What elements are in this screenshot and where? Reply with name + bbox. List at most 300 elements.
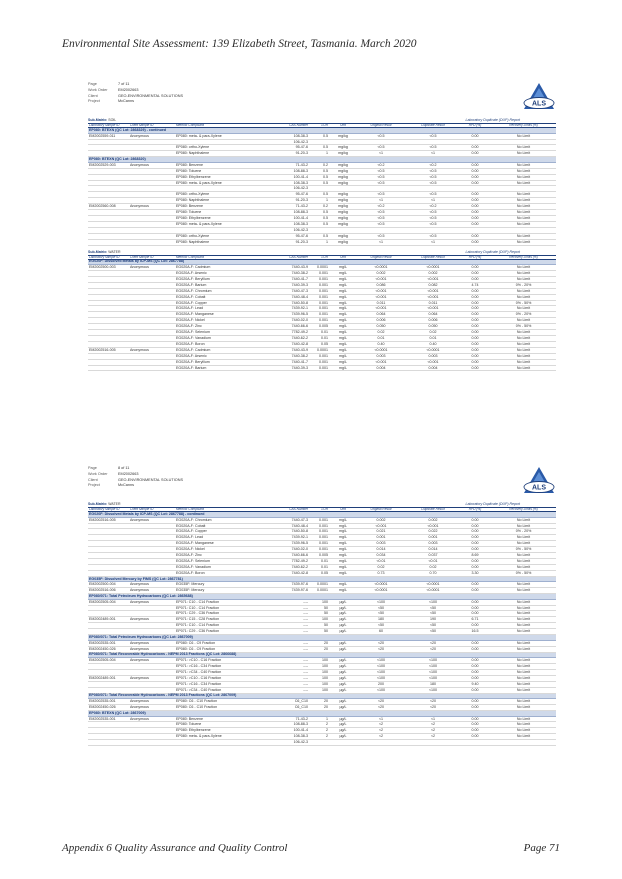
- meta-row: [88, 99, 556, 105]
- table-cell: EM2002500-004: [89, 582, 116, 587]
- table-cell: 7440-38-2: [291, 353, 308, 358]
- table-cell: <100: [376, 669, 386, 674]
- table-cell: <0.01: [376, 558, 386, 563]
- table-cell: 0.021: [376, 529, 386, 534]
- table-cell: µg/L: [339, 623, 347, 628]
- table-cell: 8.69: [471, 553, 479, 558]
- table-cell: EM2002559-011: [89, 133, 116, 138]
- table-cell: EM2002450-026: [89, 705, 116, 710]
- table-cell: EM2002450-026: [89, 646, 116, 651]
- table-cell: 7440-62-2: [291, 335, 308, 340]
- table-cell: <100: [428, 658, 438, 663]
- table-cell: <1: [378, 198, 384, 203]
- column-header: Client sample ID: [130, 254, 154, 259]
- table-cell: mg/L: [339, 341, 347, 346]
- table-cell: Anonymous: [130, 588, 149, 593]
- table-cell: 0.00: [471, 151, 479, 156]
- table-cell: ----: [303, 675, 308, 680]
- table-cell: No Limit: [516, 347, 531, 352]
- table-cell: 0.5: [323, 210, 328, 215]
- table-cell: <50: [377, 623, 385, 628]
- table-cell: 0.00: [471, 547, 479, 552]
- table-cell: <20: [377, 699, 385, 704]
- table-cell: 0% - 20%: [515, 282, 532, 287]
- table-cell: No Limit: [516, 617, 531, 622]
- meta-value: GEO-ENVIRONMENTAL SOLUTIONS: [118, 477, 183, 482]
- table-cell: 0.00: [471, 664, 479, 668]
- table-cell: mg/L: [339, 588, 347, 593]
- table-cell: <1: [430, 239, 436, 244]
- table-cell: µg/L: [339, 629, 347, 634]
- table-cell: 0.00: [471, 288, 479, 293]
- table-cell: No Limit: [516, 294, 531, 299]
- table-cell: mg/L: [339, 558, 347, 563]
- table-cell: 3.30: [471, 570, 479, 575]
- table-cell: 0.00: [471, 347, 479, 352]
- table-cell: 0.00: [471, 658, 479, 663]
- table-cell: EG020A-F: Copper: [176, 300, 207, 305]
- column-header: RPD (%): [468, 123, 482, 128]
- table-cell: 7440-48-4: [291, 294, 308, 299]
- table-cell: 9.40: [471, 681, 479, 686]
- table-cell: <0.001: [375, 306, 387, 311]
- table-cell: EP080: C6 - C9 Fraction: [176, 646, 216, 651]
- table-cell: EP080: Naphthalene: [176, 198, 210, 203]
- table-cell: mg/kg: [338, 198, 348, 203]
- table-cell: 1: [326, 239, 328, 244]
- table-cell: EP071: >C16 - C34 Fraction: [176, 681, 222, 686]
- column-header: Unit: [340, 507, 346, 512]
- table-cell: No Limit: [516, 523, 531, 528]
- table-cell: <0.2: [377, 162, 385, 167]
- table-cell: No Limit: [516, 288, 531, 293]
- table-cell: 0.00: [471, 318, 479, 323]
- table-cell: EM2002505-004: [89, 658, 116, 663]
- table-cell: EP080: ortho-Xylene: [176, 192, 210, 197]
- report-title: Laboratory Duplicate (DUP) Report: [465, 118, 520, 122]
- table-cell: No Limit: [516, 145, 531, 150]
- table-cell: µg/L: [339, 722, 347, 727]
- table-cell: 0.05: [321, 341, 328, 346]
- table-cell: <2: [430, 722, 436, 727]
- table-cell: No Limit: [516, 353, 531, 358]
- table-cell: 0.00: [471, 687, 479, 692]
- table-cell: EP080: Ethylbenzene: [176, 215, 211, 220]
- table-cell: 7440-41-7: [291, 276, 308, 281]
- table-cell: mg/L: [339, 347, 347, 352]
- table-cell: EP080: Naphthalene: [176, 239, 210, 244]
- table-cell: 0.001: [319, 288, 328, 293]
- table-cell: 0.0001: [317, 265, 328, 270]
- table-cell: 100: [322, 687, 328, 692]
- qc-section-title: EG035F: Dissolved Mercury by FIMS (QC Lot: 2867781): [88, 577, 556, 583]
- table-cell: <0.001: [427, 523, 439, 528]
- table-cell: EP080: ortho-Xylene: [176, 233, 210, 238]
- table-cell: 2: [326, 728, 328, 733]
- table-cell: <0.5: [429, 210, 437, 215]
- table-cell: 7440-39-3: [291, 282, 308, 287]
- table-cell: <1: [430, 151, 436, 156]
- table-cell: 200: [378, 681, 384, 686]
- table-cell: No Limit: [516, 330, 531, 335]
- column-header: LOR: [321, 254, 328, 259]
- table-cell: 0.034: [376, 553, 386, 558]
- table-cell: No Limit: [516, 588, 531, 593]
- column-header: Unit: [340, 254, 346, 259]
- table-cell: EG020A-F: Manganese: [176, 541, 214, 546]
- table-cell: <0.5: [377, 221, 385, 226]
- table-cell: EP080: Toluene: [176, 168, 202, 173]
- table-cell: 0.00: [471, 529, 479, 534]
- table-cell: EG020A-F: Cobalt: [176, 294, 206, 299]
- table-cell: 100: [322, 681, 328, 686]
- report-title: Laboratory Duplicate (DUP) Report: [465, 249, 520, 254]
- table-cell: No Limit: [516, 535, 531, 540]
- table-cell: 7440-47-3: [291, 288, 308, 293]
- table-cell: EP071: C10 - C14 Fraction: [176, 623, 220, 628]
- table-cell: 0% - 50%: [515, 570, 532, 575]
- table-cell: mg/L: [339, 271, 347, 275]
- table-cell: 50: [324, 629, 328, 634]
- table-cell: <20: [429, 646, 437, 651]
- table-cell: EP080: Ethylbenzene: [176, 728, 211, 733]
- table-cell: 0.0001: [317, 588, 328, 593]
- table-cell: mg/L: [339, 312, 347, 317]
- table-cell: Anonymous: [130, 204, 149, 209]
- table-cell: 0.00: [471, 276, 479, 281]
- table-cell: <0.001: [427, 276, 439, 281]
- table-cell: mg/kg: [338, 162, 348, 167]
- table-cell: <100: [428, 599, 438, 604]
- table-cell: No Limit: [516, 359, 531, 364]
- table-cell: 0.00: [471, 324, 479, 329]
- table-cell: 0.5: [323, 215, 328, 220]
- table-cell: 100: [322, 664, 328, 668]
- table-cell: <0.2: [429, 162, 437, 167]
- table-cell: mg/L: [339, 306, 347, 311]
- als-logo-text: ALS: [532, 100, 546, 108]
- table-cell: mg/L: [339, 294, 347, 299]
- table-cell: <0.0001: [426, 347, 440, 352]
- table-cell: 0.00: [471, 300, 479, 305]
- table-cell: µg/L: [339, 699, 347, 704]
- meta-value: EM2002663: [118, 471, 139, 476]
- table-cell: 7440-38-2: [291, 271, 308, 275]
- table-cell: 0.005: [319, 324, 328, 329]
- table-cell: 0.00: [471, 722, 479, 727]
- column-header: Client sample ID: [130, 123, 154, 128]
- table-cell: mg/kg: [338, 174, 348, 179]
- table-cell: EP071: >C34 - C40 Fraction: [176, 669, 222, 674]
- table-cell: mg/L: [339, 517, 347, 522]
- table-cell: mg/L: [339, 541, 347, 546]
- table-cell: 0.001: [319, 318, 328, 323]
- table-cell: mg/L: [339, 582, 347, 587]
- table-cell: 0.082: [428, 282, 438, 287]
- table-cell: 0.00: [471, 582, 479, 587]
- table-cell: 1: [326, 151, 328, 156]
- table-cell: <0.01: [428, 558, 438, 563]
- table-cell: mg/L: [339, 564, 347, 569]
- table-cell: <2: [430, 734, 436, 739]
- table-cell: 0.014: [376, 547, 386, 552]
- table-cell: No Limit: [516, 734, 531, 739]
- table-cell: <100: [428, 664, 438, 668]
- table-cell: EG020A-F: Manganese: [176, 312, 214, 317]
- table-cell: 7440-66-6: [291, 553, 308, 558]
- report-title: Laboratory Duplicate (DUP) Report: [465, 502, 520, 506]
- table-cell: No Limit: [516, 133, 531, 138]
- table-cell: 0.00: [471, 716, 479, 721]
- table-cell: 0.00: [471, 728, 479, 733]
- column-header: LOR: [321, 123, 328, 128]
- table-cell: Anonymous: [130, 582, 149, 587]
- table-cell: 0% - 50%: [515, 324, 532, 329]
- table-cell: EM2002560-008: [89, 204, 116, 209]
- table-cell: Anonymous: [130, 517, 149, 522]
- table-cell: <0.5: [429, 133, 437, 138]
- table-cell: EG020A-F: Lead: [176, 535, 203, 540]
- table-cell: 0.004: [376, 365, 386, 370]
- table-cell: <50: [377, 605, 385, 610]
- table-cell: <100: [428, 669, 438, 674]
- table-cell: <0.5: [377, 174, 385, 179]
- table-cell: 100-41-4: [293, 174, 308, 179]
- table-cell: 7439-97-6: [291, 588, 308, 593]
- table-cell: 0.00: [471, 359, 479, 364]
- table-cell: EP071: C10 - C14 Fraction: [176, 605, 220, 610]
- table-cell: No Limit: [516, 215, 531, 220]
- column-header: Recovery Limits (%): [509, 123, 538, 128]
- table-cell: 0.001: [319, 547, 328, 552]
- table-cell: 0.001: [319, 359, 328, 364]
- table-cell: No Limit: [516, 728, 531, 733]
- table-cell: mg/kg: [338, 151, 348, 156]
- table-cell: mg/kg: [338, 180, 348, 185]
- table-cell: <1: [430, 716, 436, 721]
- column-header: Client sample ID: [130, 507, 154, 512]
- table-cell: mg/L: [339, 365, 347, 370]
- table-cell: 0.050: [376, 324, 386, 329]
- table-cell: mg/L: [339, 288, 347, 293]
- table-cell: <0.0001: [426, 265, 440, 270]
- table-cell: 0.001: [319, 365, 328, 370]
- table-cell: No Limit: [516, 335, 531, 340]
- table-cell: EG020A-F: Chromium: [176, 517, 212, 522]
- table-cell: <100: [376, 599, 386, 604]
- table-cell: 108-88-3: [293, 722, 308, 727]
- table-cell: 106-42-3: [293, 139, 308, 144]
- table-cell: 0.00: [471, 640, 479, 645]
- table-cell: 106-42-3: [293, 227, 308, 232]
- table-cell: 0.011: [428, 300, 438, 305]
- column-header: Recovery Limits (%): [509, 507, 538, 512]
- column-header: Method: Compound: [176, 123, 204, 128]
- table-cell: mg/L: [339, 553, 347, 558]
- table-cell: EP071: >C10 - C16 Fraction: [176, 658, 222, 663]
- table-cell: 95-47-6: [295, 145, 308, 150]
- table-cell: 7782-49-2: [291, 330, 308, 335]
- table-cell: mg/kg: [338, 221, 348, 226]
- table-cell: 71-43-2: [295, 162, 308, 167]
- table-cell: <50: [429, 623, 437, 628]
- table-cell: EP080: ortho-Xylene: [176, 145, 210, 150]
- table-cell: No Limit: [516, 599, 531, 604]
- meta-value: McCanns: [118, 99, 135, 104]
- table-cell: <50: [377, 611, 385, 616]
- table-cell: No Limit: [516, 341, 531, 346]
- column-header: Method: Compound: [176, 507, 204, 512]
- table-cell: 0.00: [471, 271, 479, 275]
- table-cell: 0.003: [376, 353, 386, 358]
- table-cell: EP080: Benzene: [176, 162, 203, 167]
- table-cell: EG020A-F: Boron: [176, 341, 205, 346]
- table-cell: 0.00: [471, 599, 479, 604]
- table-cell: 0.00: [471, 353, 479, 358]
- table-row: [88, 740, 556, 746]
- table-cell: EG020A-F: Nickel: [176, 318, 205, 323]
- table-cell: <0.001: [427, 306, 439, 311]
- table-cell: <1: [378, 151, 384, 156]
- table-cell: <0.001: [375, 523, 387, 528]
- table-cell: EG035F: Mercury: [176, 588, 205, 593]
- table-cell: EP071: C29 - C36 Fraction: [176, 629, 220, 634]
- table-cell: 0.00: [471, 588, 479, 593]
- meta-value: 7 of 11: [118, 82, 130, 87]
- table-cell: EG020A-F: Lead: [176, 306, 203, 311]
- table-cell: No Limit: [516, 623, 531, 628]
- table-cell: ----: [303, 629, 308, 634]
- table-cell: mg/kg: [338, 133, 348, 138]
- table-cell: µg/L: [339, 658, 347, 663]
- table-cell: 91-20-3: [295, 239, 308, 244]
- table-cell: EM2002535-001: [89, 699, 116, 704]
- table-cell: 7440-02-0: [291, 318, 308, 323]
- table-cell: EM2002516-006: [89, 588, 116, 593]
- meta-key: Work Order: [88, 87, 108, 92]
- column-header: Original Result: [370, 123, 392, 128]
- table-cell: 0% - 50%: [515, 300, 532, 305]
- table-cell: No Limit: [516, 198, 531, 203]
- table-cell: mg/L: [339, 300, 347, 305]
- table-cell: mg/L: [339, 265, 347, 270]
- table-cell: EG020A-F: Beryllium: [176, 276, 210, 281]
- table-cell: <0.5: [377, 215, 385, 220]
- table-cell: 0.086: [376, 282, 386, 287]
- table-cell: 108-38-3: [293, 734, 308, 739]
- table-cell: 7440-42-8: [291, 570, 308, 575]
- table-cell: <0.5: [429, 145, 437, 150]
- table-cell: No Limit: [516, 553, 531, 558]
- table-cell: 0.001: [319, 306, 328, 311]
- table-cell: µg/L: [339, 734, 347, 739]
- meta-key: Page: [88, 466, 97, 471]
- table-cell: µg/L: [339, 646, 347, 651]
- table-cell: 0.02: [377, 564, 385, 569]
- table-cell: EG020A-F: Beryllium: [176, 359, 210, 364]
- table-cell: 2: [326, 734, 328, 739]
- table-cell: EP080: Benzene: [176, 716, 203, 721]
- qc-section-title: EP080/071: Total Recoverable Hydrocarbons - NEPM 2013 Fractions (QC Lot: 2867009): [88, 694, 556, 700]
- table-cell: EP080: meta- & para-Xylene: [176, 180, 222, 185]
- table-cell: 0.005: [319, 553, 328, 558]
- table-cell: Anonymous: [130, 617, 149, 622]
- table-cell: No Limit: [516, 716, 531, 721]
- table-cell: <0.5: [377, 210, 385, 215]
- table-cell: 7440-43-9: [291, 265, 308, 270]
- table-cell: 0.003: [376, 541, 386, 546]
- table-cell: EP071: >C16 - C34 Fraction: [176, 664, 222, 668]
- qc-section-title: EP080/071: Total Petroleum Hydrocarbons (QC Lot: 2867009): [88, 635, 556, 641]
- table-cell: <20: [377, 646, 385, 651]
- table-cell: 0.01: [321, 330, 328, 335]
- submatrix-label: Sub-Matrix: WATER: [88, 249, 121, 254]
- table-cell: <0.0001: [426, 588, 440, 593]
- table-cell: 0% - 50%: [515, 547, 532, 552]
- submatrix-value: SOIL: [108, 118, 117, 122]
- table-cell: 0.002: [376, 271, 386, 275]
- table-cell: No Limit: [516, 705, 531, 710]
- table-cell: EG020A-F: Chromium: [176, 288, 212, 293]
- table-cell: 0.001: [319, 535, 328, 540]
- table-cell: 0.73: [377, 570, 385, 575]
- table-cell: No Limit: [516, 239, 531, 244]
- table-cell: No Limit: [516, 180, 531, 185]
- table-cell: No Limit: [516, 192, 531, 197]
- table-cell: EM2002516-005: [89, 347, 116, 352]
- table-cell: mg/L: [339, 359, 347, 364]
- qc-section-title: EP080: BTEXN (QC Lot: 2868329) - continued: [88, 128, 556, 134]
- table-cell: µg/L: [339, 599, 347, 604]
- table-cell: <0.001: [375, 276, 387, 281]
- table-cell: 7440-41-7: [291, 359, 308, 364]
- table-cell: <20: [429, 699, 437, 704]
- column-header: Original Result: [370, 254, 392, 259]
- table-cell: 0.001: [319, 312, 328, 317]
- table-cell: EG020A-F: Nickel: [176, 547, 205, 552]
- table-cell: EG020A-F: Vanadium: [176, 335, 211, 340]
- column-header: CAS Number: [289, 507, 308, 512]
- table-cell: No Limit: [516, 318, 531, 323]
- table-cell: 7439-96-5: [291, 541, 308, 546]
- table-cell: EG020A-F: Selenium: [176, 330, 210, 335]
- table-cell: 0.01: [321, 335, 328, 340]
- table-cell: mg/kg: [338, 192, 348, 197]
- table-cell: 0.00: [471, 541, 479, 546]
- column-header: RPD (%): [468, 254, 482, 259]
- table-cell: 95-47-6: [295, 192, 308, 197]
- table-cell: No Limit: [516, 658, 531, 663]
- table-cell: 100-41-4: [293, 215, 308, 220]
- table-cell: 0.00: [471, 306, 479, 311]
- table-cell: No Limit: [516, 558, 531, 563]
- table-cell: <0.0001: [374, 582, 388, 587]
- table-cell: 7439-92-1: [291, 306, 308, 311]
- table-cell: <0.2: [377, 204, 385, 209]
- table-cell: 180: [430, 681, 436, 686]
- qc-section-title: EP080: BTEXN (QC Lot: 2868320): [88, 157, 556, 163]
- table-cell: 0.001: [319, 541, 328, 546]
- column-header: Laboratory sample ID: [89, 254, 120, 259]
- table-cell: mg/L: [339, 318, 347, 323]
- table-cell: 100-41-4: [293, 728, 308, 733]
- table-cell: 0.00: [471, 605, 479, 610]
- table-cell: EP071: C15 - C28 Fraction: [176, 617, 220, 622]
- table-cell: 7782-49-2: [291, 558, 308, 563]
- table-cell: ----: [303, 640, 308, 645]
- table-cell: <0.5: [429, 174, 437, 179]
- table-cell: EP071: C29 - C36 Fraction: [176, 611, 220, 616]
